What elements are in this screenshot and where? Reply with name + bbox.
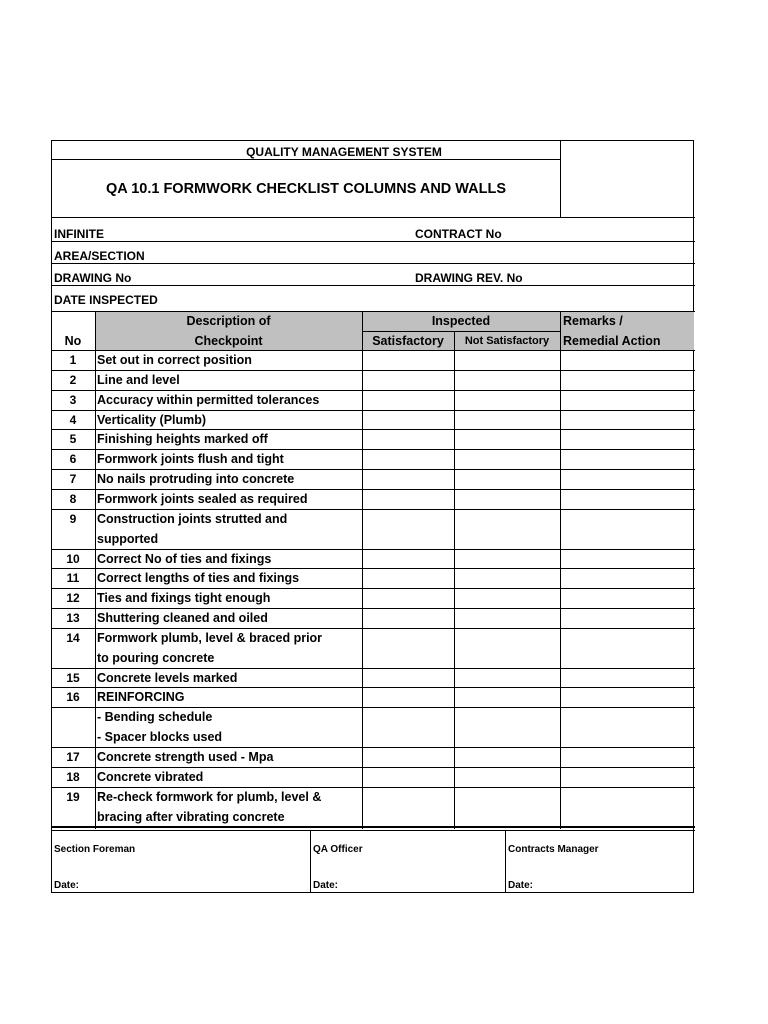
- checkpoint-description: Ties and fixings tight enough: [97, 591, 271, 606]
- checkpoint-description: - Bending schedule: [97, 710, 213, 725]
- drawing-rev-label: DRAWING REV. No: [415, 271, 523, 285]
- date-inspected-label: DATE INSPECTED: [54, 293, 158, 307]
- satisfactory-cell[interactable]: [362, 469, 454, 489]
- satisfactory-cell[interactable]: [362, 687, 454, 707]
- row-number: 17: [66, 750, 80, 764]
- satisfactory-cell[interactable]: [362, 429, 454, 449]
- col-header-not-satisfactory: Not Satisfactory: [464, 335, 550, 347]
- not-satisfactory-cell[interactable]: [454, 747, 560, 767]
- remarks-cell[interactable]: [560, 549, 694, 569]
- col-header-remarks-2: Remedial Action: [563, 334, 661, 348]
- checkpoint-description: No nails protruding into concrete: [97, 472, 295, 487]
- row-number: 19: [66, 789, 80, 804]
- remarks-cell[interactable]: [560, 469, 694, 489]
- satisfactory-cell[interactable]: [362, 549, 454, 569]
- row-number: 15: [66, 670, 80, 685]
- area-section-label: AREA/SECTION: [54, 249, 145, 263]
- checkpoint-description: Concrete levels marked: [97, 670, 238, 685]
- col-header-remarks-1: Remarks /: [563, 314, 623, 328]
- remarks-cell[interactable]: [560, 509, 694, 549]
- satisfactory-cell[interactable]: [362, 489, 454, 509]
- form-title: QA 10.1 FORMWORK CHECKLIST COLUMNS AND WALLS: [105, 181, 507, 197]
- row-number: 7: [69, 472, 77, 487]
- qa-officer-label: QA Officer: [313, 844, 363, 855]
- checkpoint-description: Concrete vibrated: [97, 769, 204, 784]
- remarks-cell[interactable]: [560, 588, 694, 608]
- col-header-satisfactory: Satisfactory: [372, 334, 444, 348]
- not-satisfactory-cell[interactable]: [454, 549, 560, 569]
- not-satisfactory-cell[interactable]: [454, 668, 560, 688]
- row-number: 6: [69, 452, 77, 467]
- remarks-cell[interactable]: [560, 449, 694, 469]
- satisfactory-cell[interactable]: [362, 350, 454, 370]
- remarks-cell[interactable]: [560, 608, 694, 628]
- checkpoint-description: Accuracy within permitted tolerances: [97, 392, 320, 407]
- checkpoint-description: Finishing heights marked off: [97, 432, 268, 447]
- row-number: 16: [66, 690, 80, 705]
- checkpoint-description: Line and level: [97, 372, 180, 387]
- not-satisfactory-cell[interactable]: [454, 568, 560, 588]
- checkpoint-description: Set out in correct position: [97, 353, 252, 367]
- not-satisfactory-cell[interactable]: [454, 787, 560, 827]
- not-satisfactory-cell[interactable]: [454, 509, 560, 549]
- col-header-description-2: Checkpoint: [194, 334, 263, 348]
- remarks-cell[interactable]: [560, 370, 694, 390]
- qa-officer-date-field[interactable]: Date:: [313, 880, 339, 891]
- satisfactory-cell[interactable]: [362, 390, 454, 410]
- company-name: INFINITE: [54, 227, 104, 241]
- row-number: 5: [69, 432, 77, 447]
- not-satisfactory-cell[interactable]: [454, 410, 560, 430]
- satisfactory-cell[interactable]: [362, 707, 454, 747]
- not-satisfactory-cell[interactable]: [454, 707, 560, 747]
- satisfactory-cell[interactable]: [362, 568, 454, 588]
- not-satisfactory-cell[interactable]: [454, 469, 560, 489]
- remarks-cell[interactable]: [560, 350, 694, 370]
- system-heading: QUALITY MANAGEMENT SYSTEM: [246, 145, 442, 159]
- remarks-cell[interactable]: [560, 787, 694, 827]
- satisfactory-cell[interactable]: [362, 628, 454, 668]
- remarks-cell[interactable]: [560, 687, 694, 707]
- contract-label: CONTRACT No: [415, 227, 502, 241]
- section-foreman-label: Section Foreman: [54, 844, 136, 855]
- satisfactory-cell[interactable]: [362, 410, 454, 430]
- checkpoint-description: Correct lengths of ties and fixings: [97, 571, 300, 586]
- not-satisfactory-cell[interactable]: [454, 628, 560, 668]
- remarks-cell[interactable]: [560, 390, 694, 410]
- checkpoint-description: Construction joints strutted and: [97, 511, 288, 526]
- checkpoint-description: to pouring concrete: [97, 650, 215, 665]
- satisfactory-cell[interactable]: [362, 509, 454, 549]
- checkpoint-description: Correct No of ties and fixings: [97, 551, 272, 566]
- row-number: 1: [69, 353, 77, 367]
- checkpoint-description: Formwork plumb, level & braced prior: [97, 630, 323, 645]
- remarks-cell[interactable]: [560, 410, 694, 430]
- row-number: 2: [69, 372, 77, 387]
- not-satisfactory-cell[interactable]: [454, 350, 560, 370]
- checkpoint-description: bracing after vibrating concrete: [97, 809, 285, 824]
- satisfactory-cell[interactable]: [362, 370, 454, 390]
- col-header-description-1: Description of: [186, 314, 271, 328]
- row-number: 12: [66, 591, 80, 606]
- not-satisfactory-cell[interactable]: [454, 489, 560, 509]
- row-number: 3: [69, 392, 77, 407]
- row-number: 14: [66, 630, 80, 645]
- checkpoint-description: REINFORCING: [97, 690, 185, 705]
- contracts-manager-label: Contracts Manager: [508, 844, 599, 855]
- remarks-cell[interactable]: [560, 489, 694, 509]
- not-satisfactory-cell[interactable]: [454, 429, 560, 449]
- satisfactory-cell[interactable]: [362, 747, 454, 767]
- row-number: 4: [69, 412, 77, 427]
- row-number: 10: [66, 551, 80, 566]
- remarks-cell[interactable]: [560, 429, 694, 449]
- foreman-date-field[interactable]: Date:: [54, 880, 80, 891]
- col-header-inspected: Inspected: [431, 314, 491, 328]
- satisfactory-cell[interactable]: [362, 787, 454, 827]
- col-header-no: No: [64, 334, 82, 348]
- not-satisfactory-cell[interactable]: [454, 608, 560, 628]
- row-number: 8: [69, 491, 77, 506]
- satisfactory-cell[interactable]: [362, 449, 454, 469]
- row-number: 13: [66, 611, 80, 626]
- remarks-cell[interactable]: [560, 747, 694, 767]
- not-satisfactory-cell[interactable]: [454, 767, 560, 787]
- satisfactory-cell[interactable]: [362, 588, 454, 608]
- checkpoint-description: Formwork joints flush and tight: [97, 452, 284, 467]
- not-satisfactory-cell[interactable]: [454, 449, 560, 469]
- not-satisfactory-cell[interactable]: [454, 588, 560, 608]
- checkpoint-description: Concrete strength used - Mpa: [97, 750, 274, 764]
- not-satisfactory-cell[interactable]: [454, 390, 560, 410]
- drawing-no-label: DRAWING No: [54, 271, 132, 285]
- checklist-form: [51, 140, 694, 893]
- remarks-cell[interactable]: [560, 568, 694, 588]
- checkpoint-description: Verticality (Plumb): [97, 412, 207, 427]
- satisfactory-cell[interactable]: [362, 668, 454, 688]
- row-number: 11: [66, 571, 80, 586]
- remarks-cell[interactable]: [560, 668, 694, 688]
- checkpoint-description: Re-check formwork for plumb, level &: [97, 789, 322, 804]
- row-number: 18: [66, 769, 80, 784]
- checkpoint-description: Formwork joints sealed as required: [97, 491, 308, 506]
- checkpoint-description: supported: [97, 531, 159, 546]
- checkpoint-description: Shuttering cleaned and oiled: [97, 611, 268, 626]
- remarks-cell[interactable]: [560, 628, 694, 668]
- not-satisfactory-cell[interactable]: [454, 370, 560, 390]
- checkpoint-description: - Spacer blocks used: [97, 730, 223, 745]
- row-number: 9: [69, 511, 77, 526]
- remarks-cell[interactable]: [560, 767, 694, 787]
- remarks-cell[interactable]: [560, 707, 694, 747]
- contracts-manager-date-field[interactable]: Date:: [508, 880, 534, 891]
- satisfactory-cell[interactable]: [362, 767, 454, 787]
- not-satisfactory-cell[interactable]: [454, 687, 560, 707]
- satisfactory-cell[interactable]: [362, 608, 454, 628]
